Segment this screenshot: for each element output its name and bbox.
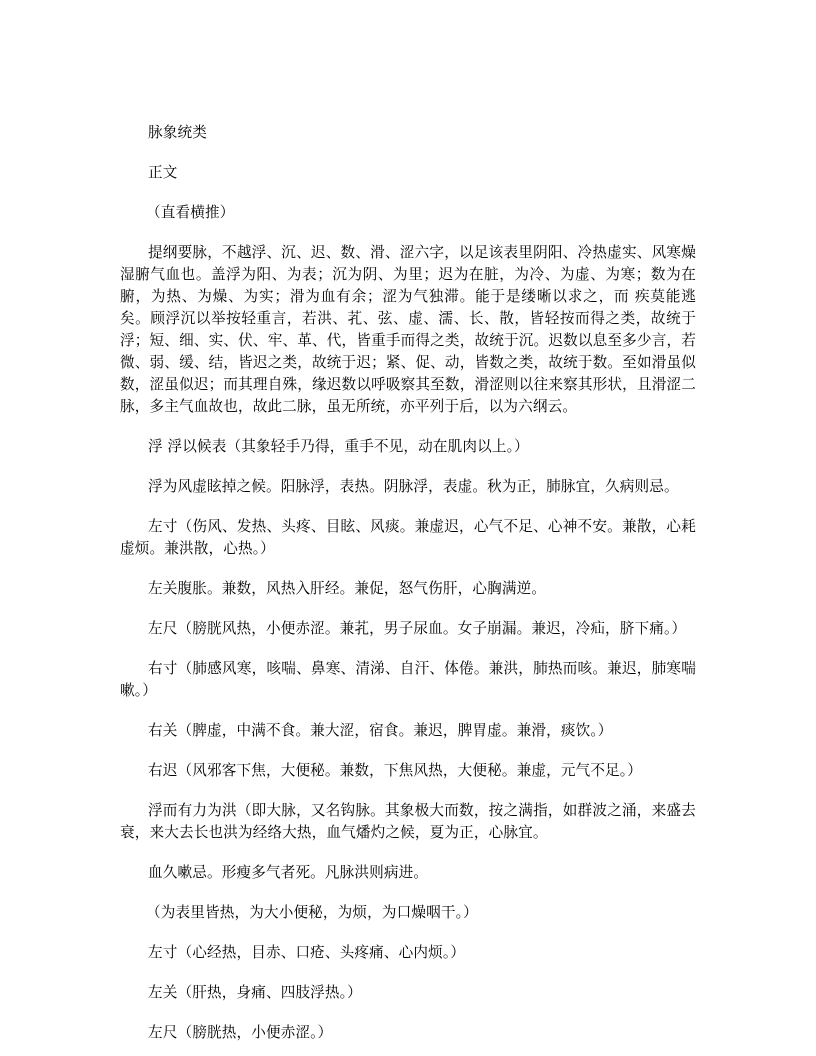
paragraph-fu-desc: 浮为风虚眩掉之候。阳脉浮，表热。阴脉浮，表虚。秋为正，肺脉宜，久病则忌。 xyxy=(148,478,679,495)
paragraph-hong-left-chi: 左尺（膀胱热，小便赤涩。） xyxy=(148,1024,333,1041)
document-title: 脉象统类 xyxy=(148,124,207,141)
paragraph-hong-summary: （为表里皆热，为大小便秘，为烦，为口燥咽干。） xyxy=(146,904,478,921)
paragraph-left-cun: 左寸（伤风、发热、头疼、目眩、风痰。兼虚迟，心气不足、心神不安。兼散，心耗虚烦。兼洪散，心热。） xyxy=(120,518,696,557)
paragraph-left-guan: 左关腹胀。兼数，风热入肝经。兼促，怒气伤肝，心胸满逆。 xyxy=(148,580,547,597)
paragraph-right-chi: 右迟（风邪客下焦，大便秘。兼数，下焦风热，大便秘。兼虚，元气不足。） xyxy=(148,762,642,779)
document-body xyxy=(120,122,696,1044)
paragraph-fu-heading: 浮 浮以候表（其象轻手乃得，重手不见，动在肌肉以上。） xyxy=(148,438,529,455)
paragraph-right-guan: 右关（脾虚，中满不食。兼大涩，宿食。兼迟，脾胃虚。兼滑，痰饮。） xyxy=(148,722,613,739)
paragraph-hong-left-guan: 左关（肝热，身痛、四肢浮热。） xyxy=(148,984,362,1001)
section-heading: 正文 xyxy=(148,164,178,181)
paragraph-hong-note: 血久嗽忌。形瘦多气者死。凡脉洪则病进。 xyxy=(148,864,429,881)
subtitle: （直看横推） xyxy=(146,204,235,221)
paragraph-hong-left-cun: 左寸（心经热，目赤、口疮、头疼痛、心内烦。） xyxy=(148,944,466,961)
paragraph-right-cun: 右寸（肺感风寒，咳喘、鼻寒、清涕、自汗、体倦。兼洪，肺热而咳。兼迟，肺寒喘嗽。） xyxy=(120,660,696,699)
paragraph-left-chi: 左尺（膀胱风热，小便赤涩。兼芤，男子尿血。女子崩漏。兼迟，冷疝，脐下痛。） xyxy=(148,620,687,637)
paragraph-intro: 提纲要脉，不越浮、沉、迟、数、滑、涩六字，以足该表里阴阳、冷热虚实、风寒燥湿腑气血也。盖浮为阳、为表；沉为阴、为里；迟为在脏，为冷、为虚、为寒；数为在腑，为热、为燥、为实；滑为血有余；涩为气独滞。能于是缕晰以求之，而 疾莫能逃矣。顾浮沉以举按轻重言，若洪、芤、弦、虚、濡、长、散，皆轻按而得之类，故统于浮；短、细、实、伏、牢、革、代，皆重手而得之类，故统于沉。迟数以息至多少言，若微、弱、缓、结，皆迟之类，故统于迟；紧、促、动，皆数之类，故统于数。至如滑虽似数，涩虽似迟；而其理自殊，缘迟数以呼吸察其至数，滑涩则以往来察其形状，且滑涩二脉，多主气血故也，故此二脉，虽无所统，亦平列于后，以为六纲云。 xyxy=(120,244,696,415)
paragraph-hong: 浮而有力为洪（即大脉，又名钩脉。其象极大而数，按之满指，如群波之涌，来盛去衰，来大去长也洪为经络大热，血气燔灼之候，夏为正，心脉宜。 xyxy=(120,802,696,841)
